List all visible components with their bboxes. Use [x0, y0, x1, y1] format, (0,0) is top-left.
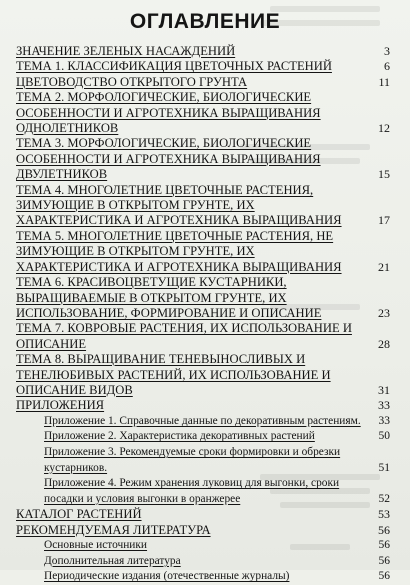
toc-subentry-page: 33	[378, 414, 390, 427]
toc-entry-page: 33	[378, 398, 390, 413]
toc-entry[interactable]	[16, 229, 392, 275]
toc-subentry[interactable]	[16, 538, 392, 554]
toc-subentry-title: Приложение 1. Справочные данные по декоративным растениям.	[44, 414, 361, 427]
toc-entry-title: КАТАЛОГ РАСТЕНИЙ	[16, 507, 142, 522]
toc-entry-page: 56	[378, 522, 390, 537]
toc-entry[interactable]	[16, 75, 392, 90]
toc-subentry-title: Периодические издания (отечественные журналы)	[44, 570, 290, 583]
toc-entry-page: 21	[378, 259, 390, 274]
toc-entry-page: 15	[378, 167, 390, 182]
toc-subentry-page: 50	[378, 430, 390, 443]
toc-entry[interactable]	[16, 507, 392, 522]
toc-entry-page: 6	[384, 59, 390, 74]
toc-subentry-title: Приложение 2. Характеристика декоративных растений	[44, 430, 315, 443]
toc-entry[interactable]	[16, 59, 392, 74]
toc-entry-page: 31	[378, 382, 390, 397]
toc-subentry[interactable]	[16, 414, 392, 430]
toc-entry-title: ТЕМА 5. МНОГОЛЕТНИЕ ЦВЕТОЧНЫЕ РАСТЕНИЯ, НЕ ЗИМУЮЩИЕ В ОТКРЫТОМ ГРУНТЕ, ИХ ХАРАКТЕРИСТИКА И АГРОТЕХНИКА ВЫРАЩИВАНИЯ	[16, 228, 342, 274]
toc-entry-page: 12	[378, 121, 390, 136]
toc-entry[interactable]	[16, 275, 392, 321]
toc-subentry[interactable]	[16, 476, 392, 507]
toc-subentry[interactable]	[16, 429, 392, 445]
toc-subentry-title: Приложение 4. Режим хранения луковиц для выгонки, сроки посадки и условия выгонки в оранжерее	[44, 477, 340, 505]
toc-entry-title: ЦВЕТОВОДСТВО ОТКРЫТОГО ГРУНТА	[16, 74, 248, 89]
toc-entry-title: ТЕМА 7. КОВРОВЫЕ РАСТЕНИЯ, ИХ ИСПОЛЬЗОВАНИЕ И ОПИСАНИЕ	[16, 321, 352, 351]
toc-entry-page: 3	[384, 44, 390, 58]
toc-entry-title: ЗНАЧЕНИЕ ЗЕЛЕНЫХ НАСАЖДЕНИЙ	[16, 44, 236, 58]
toc-entry-title: ТЕМА 3. МОРФОЛОГИЧЕСКИЕ, БИОЛОГИЧЕСКИЕ ОСОБЕННОСТИ И АГРОТЕХНИКА ВЫРАЩИВАНИЯ ДВУЛЕТНИКОВ	[16, 136, 321, 182]
toc-entry[interactable]	[16, 183, 392, 229]
table-of-contents	[16, 44, 392, 585]
toc-entry[interactable]	[16, 44, 392, 59]
toc-subentry-page: 56	[378, 554, 390, 567]
toc-entry-title: ТЕМА 1. КЛАССИФИКАЦИЯ ЦВЕТОЧНЫХ РАСТЕНИЙ	[16, 59, 332, 74]
toc-entry[interactable]	[16, 136, 392, 182]
toc-entry-page: 28	[378, 336, 390, 351]
toc-subentry[interactable]	[16, 569, 392, 585]
toc-entry-title: ПРИЛОЖЕНИЯ	[16, 398, 105, 413]
toc-entry[interactable]	[16, 321, 392, 352]
toc-subentry-page: 56	[378, 570, 390, 583]
toc-subentry-title: Основные источники	[44, 539, 148, 552]
toc-subentry[interactable]	[16, 445, 392, 476]
toc-title: ОГЛАВЛЕНИЕ	[129, 10, 281, 33]
toc-entry-title: ТЕМА 2. МОРФОЛОГИЧЕСКИЕ, БИОЛОГИЧЕСКИЕ ОСОБЕННОСТИ И АГРОТЕХНИКА ВЫРАЩИВАНИЯ ОДНОЛЕТНИКОВ	[16, 90, 321, 136]
toc-entry[interactable]	[16, 352, 392, 398]
toc-subentry-title: Приложение 3. Рекомендуемые сроки формировки и обрезки кустарников.	[44, 445, 341, 474]
toc-entry-page: 53	[378, 507, 390, 522]
toc-entry-title: ТЕМА 4. МНОГОЛЕТНИЕ ЦВЕТОЧНЫЕ РАСТЕНИЯ, ЗИМУЮЩИЕ В ОТКРЫТОМ ГРУНТЕ, ИХ ХАРАКТЕРИСТИКА И АГРОТЕХНИКА ВЫРАЩИВАНИЯ	[16, 182, 342, 228]
toc-entry-title: ТЕМА 8. ВЫРАЩИВАНИЕ ТЕНЕВЫНОСЛИВЫХ И ТЕНЕЛЮБИВЫХ РАСТЕНИЙ, ИХ ИСПОЛЬЗОВАНИЕ И ОПИСАНИЕ ВИДОВ	[16, 352, 331, 397]
toc-entry-title: ТЕМА 6. КРАСИВОЦВЕТУЩИЕ КУСТАРНИКИ, ВЫРАЩИВАЕМЫЕ В ОТКРЫТОМ ГРУНТЕ, ИХ ИСПОЛЬЗОВАНИЕ, ФОРМИРОВАНИЕ И ОПИСАНИЕ	[16, 275, 322, 320]
toc-entry[interactable]	[16, 398, 392, 413]
toc-subentry[interactable]	[16, 554, 392, 570]
toc-subentry-page: 51	[378, 461, 390, 474]
toc-entry-page: 17	[378, 213, 390, 228]
toc-entry-title: РЕКОМЕНДУЕМАЯ ЛИТЕРАТУРА	[16, 522, 211, 537]
toc-subentry-title: Дополнительная литература	[44, 554, 181, 567]
toc-entry-page: 23	[378, 305, 390, 320]
toc-subentry-page: 56	[378, 539, 390, 552]
toc-subentry-page: 52	[378, 492, 390, 505]
toc-entry-page: 11	[378, 74, 390, 89]
toc-entry[interactable]	[16, 90, 392, 136]
toc-entry[interactable]	[16, 523, 392, 538]
